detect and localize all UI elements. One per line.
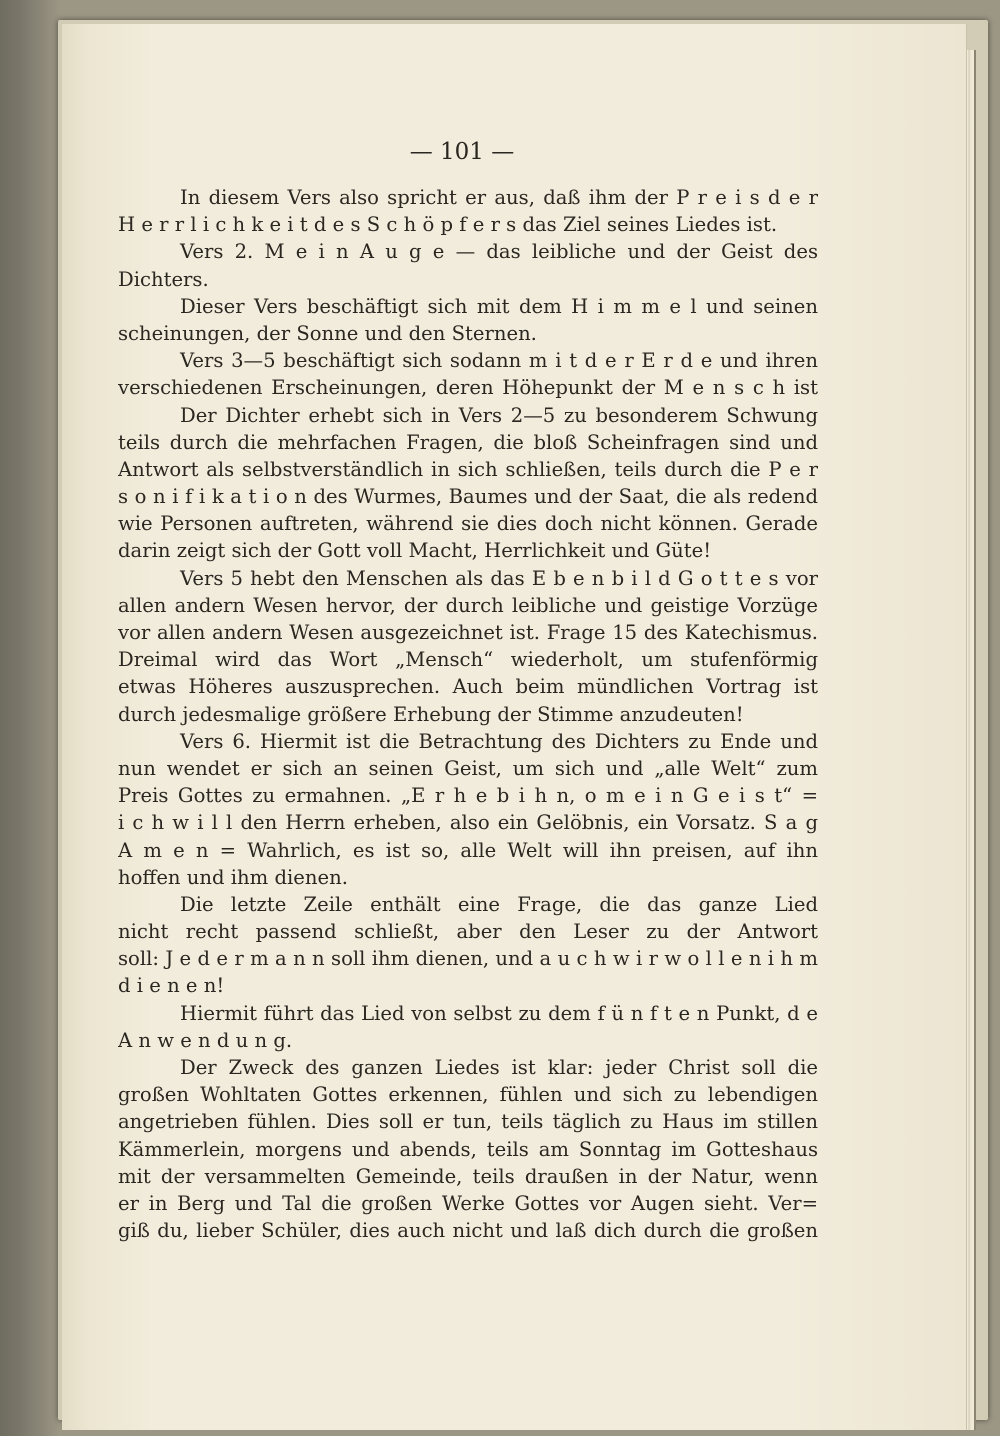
page-number: — 101 — bbox=[409, 139, 515, 165]
text-line: Vers 5 hebt den Menschen als das E b e n b i l d G o t t e s vor bbox=[180, 566, 818, 590]
text-line: mit der versammelten Gemeinde, teils draußen in der Natur, wenn bbox=[118, 1164, 818, 1188]
text-line: darin zeigt sich der Gott voll Macht, Herrlichkeit und Güte! bbox=[118, 539, 712, 563]
text-line: s o n i f i k a t i o n des Wurmes, Baumes und der Saat, die als redend bbox=[118, 485, 818, 509]
text-line: wie Personen auftreten, während sie dies doch nicht können. Gerade bbox=[118, 512, 818, 536]
text-line: In diesem Vers also spricht er aus, daß ihm der P r e i s d e r bbox=[180, 186, 818, 209]
text-line: Vers 2. M e i n A u g e — das leibliche und der Geist des bbox=[180, 240, 818, 264]
book-block bbox=[58, 20, 988, 1420]
text-line: verschiedenen Erscheinungen, deren Höhepunkt der M e n s c h ist bbox=[118, 376, 818, 400]
text-line: Kämmerlein, morgens und abends, teils am Sonntag im Gotteshaus bbox=[118, 1137, 818, 1161]
text-line: Hiermit führt das Lied von selbst zu dem f ü n f t e n Punkt, d e bbox=[180, 1001, 818, 1025]
text-line: angetrieben fühlen. Dies soll er tun, teils täglich zu Haus im stillen bbox=[118, 1110, 818, 1134]
book-page bbox=[62, 24, 967, 1430]
text-line: Der Dichter erhebt sich in Vers 2—5 zu besonderem Schwung bbox=[180, 403, 818, 427]
text-line: Die letzte Zeile enthält eine Frage, die das ganze Lied bbox=[180, 892, 818, 916]
text-line: scheinungen, der Sonne und den Sternen. bbox=[118, 321, 537, 345]
text-line: giß du, lieber Schüler, dies auch nicht und laß dich durch die großen bbox=[118, 1219, 818, 1243]
text-line: etwas Höheres auszusprechen. Auch beim mündlichen Vortrag ist bbox=[118, 675, 818, 699]
text-line: nicht recht passend schließt, aber den Leser zu der Antwort bbox=[118, 920, 818, 944]
text-line: Preis Gottes zu ermahnen. „E r h e b i h n, o m e i n G e i s t“ = bbox=[118, 784, 818, 808]
text-line: H e r r l i c h k e i t d e s S c h ö p f e r s das Ziel seines Liedes ist. bbox=[118, 213, 778, 237]
text-line: vor allen andern Wesen ausgezeichnet ist. Frage 15 des Katechismus. bbox=[118, 621, 818, 644]
text-line: nun wendet er sich an seinen Geist, um sich und „alle Welt“ zum bbox=[118, 756, 818, 780]
page-body bbox=[118, 184, 818, 1244]
text-line: A m e n = Wahrlich, es ist so, alle Welt will ihn preisen, auf ihn bbox=[118, 838, 818, 862]
text-line: Vers 3—5 beschäftigt sich sodann m i t d e r E r d e und ihren bbox=[180, 349, 818, 373]
text-line: d i e n e n! bbox=[118, 974, 225, 998]
text-line: soll: J e d e r m a n n soll ihm dienen, und a u c h w i r w o l l e n i h m bbox=[118, 947, 818, 971]
text-line: durch jedesmalige größere Erhebung der Stimme anzudeuten! bbox=[118, 702, 744, 726]
text-line: hoffen und ihm dienen. bbox=[118, 865, 348, 889]
text-line: i c h w i l l den Herrn erheben, also ein Gelöbnis, ein Vorsatz. S a g bbox=[118, 811, 818, 835]
text-line: Der Zweck des ganzen Liedes ist klar: jeder Christ soll die bbox=[180, 1056, 818, 1079]
text-line: Dreimal wird das Wort „Mensch“ wiederholt, um stufenförmig bbox=[118, 648, 818, 672]
text-line: allen andern Wesen hervor, der durch leibliche und geistige Vorzüge bbox=[118, 593, 818, 617]
text-line: großen Wohltaten Gottes erkennen, fühlen und sich zu lebendigen bbox=[118, 1083, 818, 1107]
text-line: Antwort als selbstverständlich in sich schließen, teils durch die P e r bbox=[118, 457, 818, 481]
text-line: A n w e n d u n g. bbox=[118, 1028, 293, 1052]
text-line: Dichters. bbox=[118, 267, 209, 291]
text-line: Vers 6. Hiermit ist die Betrachtung des Dichters zu Ende und bbox=[180, 729, 818, 753]
text-line: Dieser Vers beschäftigt sich mit dem H i m m e l und seinen bbox=[180, 294, 818, 318]
text-line: teils durch die mehrfachen Fragen, die bloß Scheinfragen sind und bbox=[118, 430, 818, 454]
text-line: er in Berg und Tal die großen Werke Gottes vor Augen sieht. Ver= bbox=[118, 1191, 818, 1215]
